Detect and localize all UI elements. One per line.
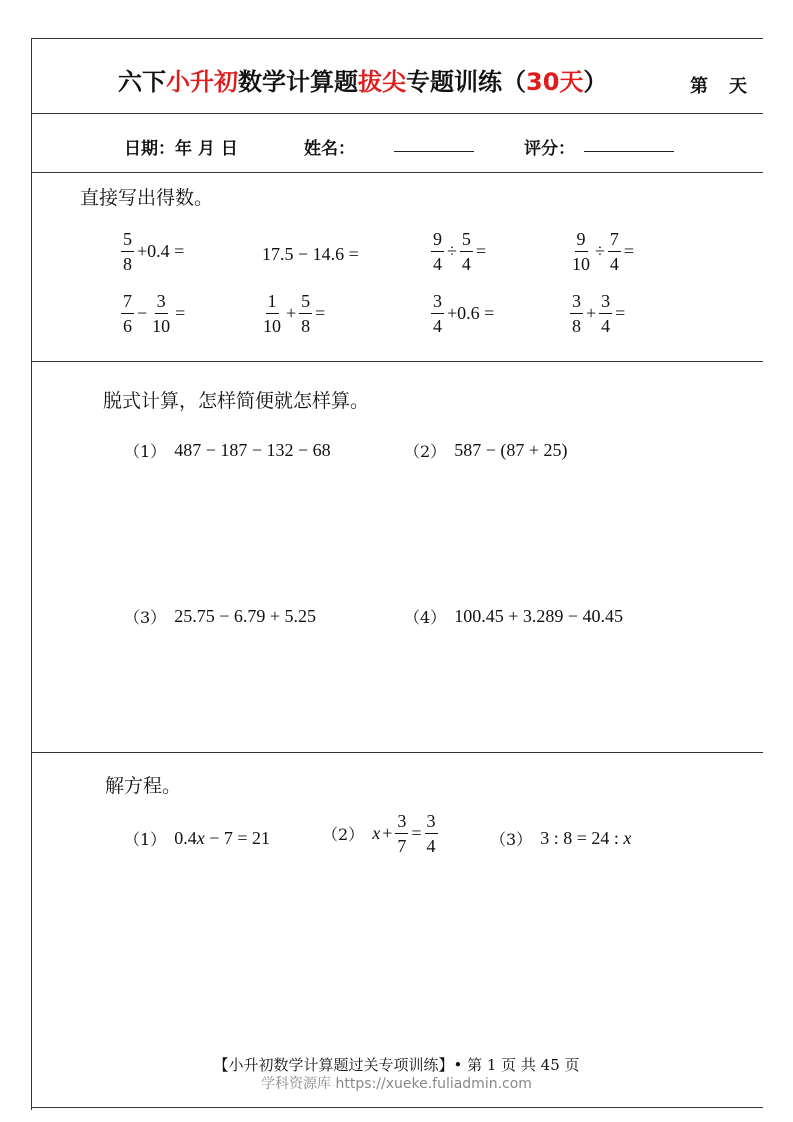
top-rule (31, 38, 763, 39)
date-label: 日期：年 月 日 (124, 139, 238, 159)
section1-rule (31, 361, 763, 362)
info-rule (31, 172, 763, 173)
score-label: 评分： (524, 139, 575, 159)
day-label-first: 第 (690, 76, 708, 97)
section1-title: 直接写出得数。 (80, 187, 214, 209)
header-rule (31, 113, 763, 114)
calc-item-4: （4） 100.45 + 3.289 − 40.45 (404, 606, 623, 627)
page-title: 六下小升初数学计算题拔尖专题训练（30天） (118, 68, 608, 96)
oral-item-1: $\frac{5}{8}$ +0.4 = (123, 229, 185, 274)
left-border (31, 38, 32, 1110)
section2-rule (31, 752, 763, 753)
oral-item-7: $\frac{3}{4}$ +0.6 = (433, 291, 495, 336)
day-label-second: 天 (729, 76, 747, 97)
equation-item-3: （3） 3 : 8 = 24 : x (490, 828, 632, 849)
equation-item-1: （1） 0.4 x − 7 = 21 (124, 828, 270, 849)
section2-title: 脱式计算，怎样简便就怎样算。 (103, 390, 370, 412)
oral-item-2: 17.5 − 14.6 = (262, 244, 359, 264)
oral-item-5: $\frac{7}{6}$ − $\frac{3}{10}$ = (123, 291, 186, 336)
oral-item-8: $\frac{3}{8}$ + $\frac{3}{4}$ = (572, 291, 626, 336)
footer-page-info: 【小升初数学计算题过关专项训练】• 第 1 页 共 45 页 (213, 1056, 580, 1074)
calc-item-3: （3） 25.75 − 6.79 + 5.25 (124, 606, 316, 627)
score-blank[interactable] (584, 151, 674, 152)
calc-item-2: （2） 587 − (87 + 25) (404, 440, 568, 461)
section3-title: 解方程。 (105, 775, 182, 797)
name-label: 姓名： (304, 139, 355, 159)
equation-item-2: （2） x + $\frac{3}{7}$ = $\frac{3}{4}$ (322, 811, 436, 856)
calc-item-1: （1） 487 − 187 − 132 − 68 (124, 440, 331, 461)
footer-rule (31, 1107, 763, 1108)
oral-item-6: $\frac{1}{10}$ + $\frac{5}{8}$ = (263, 291, 326, 336)
name-blank[interactable] (394, 151, 474, 152)
oral-item-3: $\frac{9}{4}$ ÷ $\frac{5}{4}$ = (433, 229, 487, 274)
footer-source: 学科资源库 https://xueke.fuliadmin.com (261, 1076, 532, 1092)
oral-item-4: $\frac{9}{10}$ ÷ $\frac{7}{4}$ = (572, 229, 635, 274)
